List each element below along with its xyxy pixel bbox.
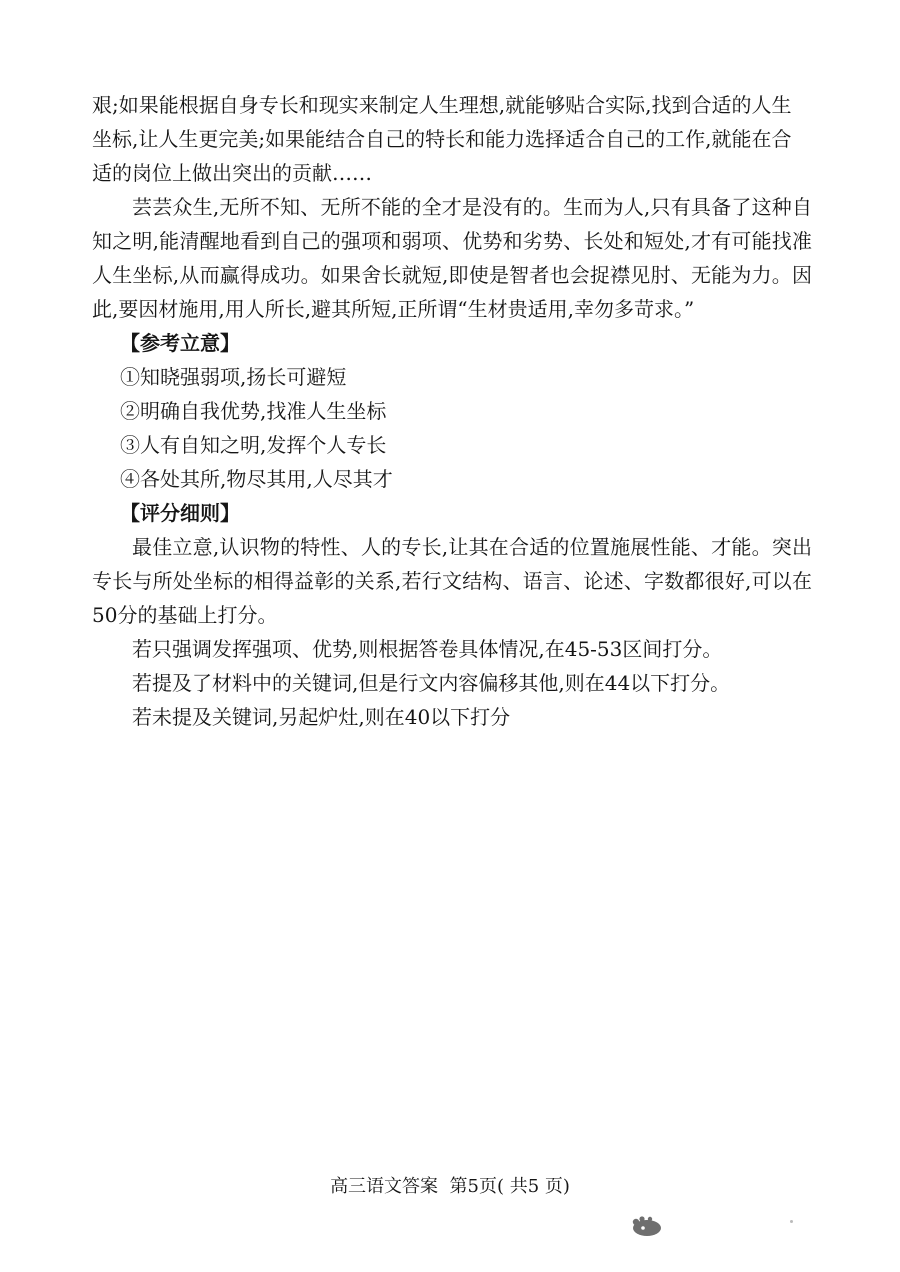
body-paragraph: 芸芸众生,无所不知、无所不能的全才是没有的。生而为人,只有具备了这种自知之明,能清醒地看到自己的强项和弱项、优势和劣势、长处和短处,才有可能找准人生坐标,从而赢得成功。如果舍长就短,即使是智者也会捉襟见肘、无能为力。因此,要因材施用,用人所长,避其所短,正所谓“生材贵适用,幸勿多苛求。” [92, 195, 812, 321]
intro-line: 适的岗位上做出突出的贡献…… [92, 161, 372, 185]
intro-line: 艰;如果能根据自身专长和现实来制定人生理想,就能够贴合实际,找到合适的人生 [92, 93, 792, 117]
reference-title: 【参考立意】 [120, 331, 240, 355]
reference-item: ④各处其所,物尽其用,人尽其才 [120, 467, 393, 491]
scoring-title: 【评分细则】 [120, 501, 240, 525]
footer-gap [438, 1176, 449, 1197]
scan-speck [790, 1220, 793, 1223]
footer-subject: 高三语文答案 [330, 1176, 439, 1197]
scoring-rule: 若未提及关键词,另起炉灶,则在40以下打分 [132, 705, 511, 729]
scoring-rule: 若只强调发挥强项、优势,则根据答卷具体情况,在45-53区间打分。 [132, 637, 723, 661]
reference-item: ②明确自我优势,找准人生坐标 [120, 399, 387, 423]
reference-item: ③人有自知之明,发挥个人专长 [120, 433, 387, 457]
scoring-best: 最佳立意,认识物的特性、人的专长,让其在合适的位置施展性能、才能。突出专长与所处坐标的相得益彰的关系,若行文结构、语言、论述、字数都很好,可以在50分的基础上打分。 [92, 535, 812, 627]
footer-page-number: 第5页( 共5 页) [449, 1176, 570, 1197]
corner-stamp-icon [628, 1214, 664, 1238]
reference-item: ①知晓强弱项,扬长可避短 [120, 365, 347, 389]
page-footer [0, 1172, 900, 1198]
page-content [92, 88, 812, 734]
intro-line: 坐标,让人生更完美;如果能结合自己的特长和能力选择适合自己的工作,就能在合 [92, 127, 792, 151]
scoring-rule: 若提及了材料中的关键词,但是行文内容偏移其他,则在44以下打分。 [132, 671, 731, 695]
